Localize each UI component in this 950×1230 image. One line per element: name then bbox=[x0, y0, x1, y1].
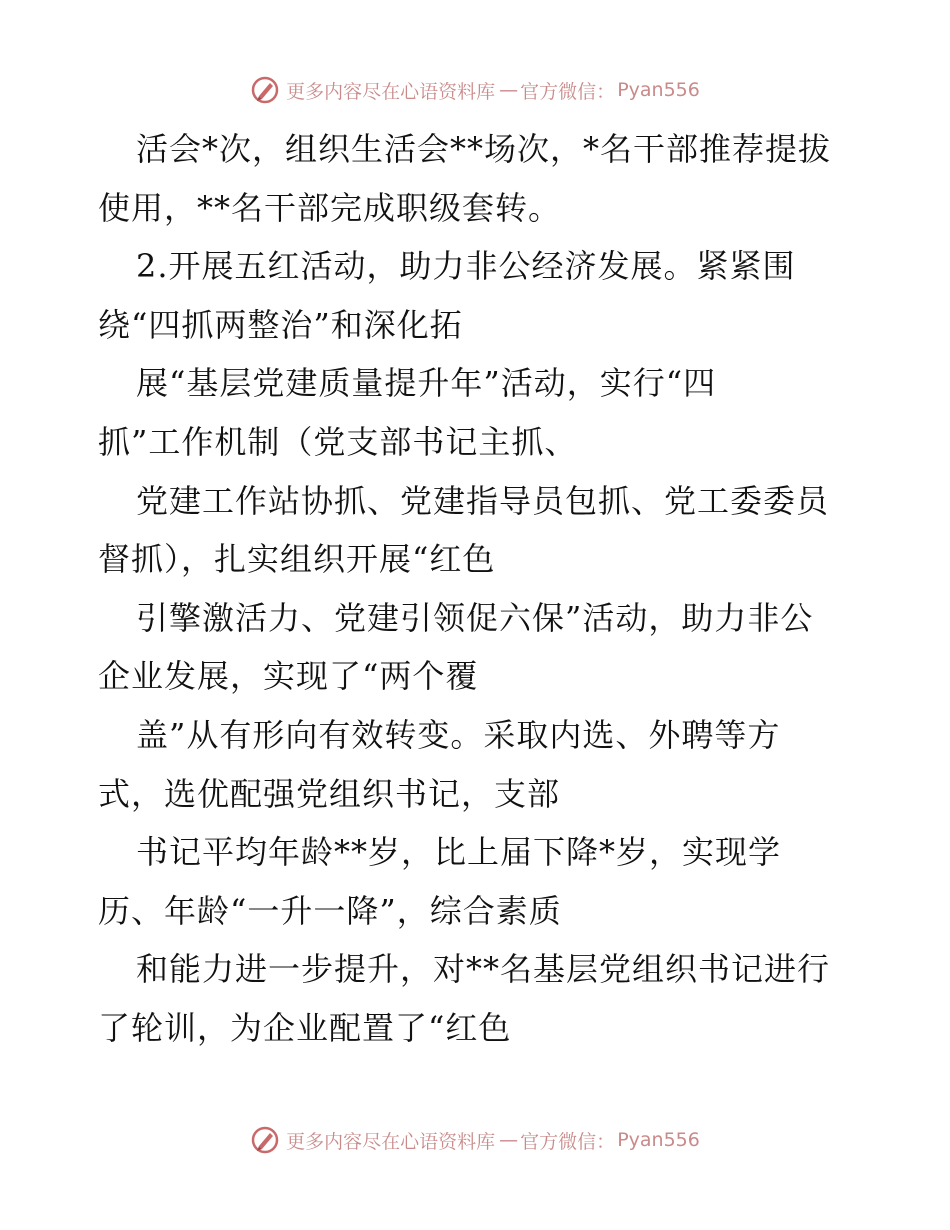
text-line: 和能力进一步提升，对**名基层党组织书记进行 bbox=[136, 950, 831, 989]
text-line: 使用，**名干部完成职级套转。 bbox=[98, 188, 562, 227]
text-line: 了轮训，为企业配置了“红色 bbox=[98, 1008, 512, 1047]
watermark-account: Pyan556 bbox=[617, 79, 700, 101]
document-body bbox=[98, 120, 858, 1058]
text-line: 党建工作站协抓、党建指导员包抓、党工委委员 bbox=[136, 481, 830, 520]
text-line: 绕“四抓两整治”和深化拓 bbox=[98, 305, 463, 344]
text-line: 盖”从有形向有效转变。采取内选、外聘等方 bbox=[136, 715, 781, 754]
watermark-official-label: 官方微信： bbox=[520, 1130, 616, 1153]
text-line: 历、年龄“一升一降”，综合素质 bbox=[98, 891, 562, 930]
text-line: 企业发展，实现了“两个覆 bbox=[98, 657, 479, 696]
text-line: 抓”工作机制（党支部书记主抓、 bbox=[98, 422, 578, 461]
text-line: 活会*次，组织生活会**场次，*名干部推荐提拔 bbox=[136, 130, 832, 168]
pen-logo-icon bbox=[250, 75, 280, 105]
text-line: 式，选优配强党组织书记，支部 bbox=[98, 774, 561, 813]
watermark-account: Pyan556 bbox=[617, 1129, 700, 1151]
header-watermark bbox=[0, 70, 950, 110]
text-line: 展“基层党建质量提升年”活动，实行“四 bbox=[136, 364, 717, 403]
watermark-main-text: 更多内容尽在心语资料库 bbox=[286, 1130, 496, 1153]
watermark-separator: — bbox=[499, 1129, 517, 1151]
text-line: 引擎激活力、党建引领促六保”活动，助力非公 bbox=[136, 598, 814, 637]
text-line: 督抓），扎实组织开展“红色 bbox=[98, 540, 496, 579]
watermark-separator: — bbox=[499, 79, 517, 101]
watermark-main-text: 更多内容尽在心语资料库 bbox=[286, 80, 496, 103]
text-line: 书记平均年龄**岁，比上届下降*岁，实现学 bbox=[136, 833, 782, 872]
watermark-official-label: 官方微信： bbox=[520, 80, 616, 103]
footer-watermark bbox=[0, 1120, 950, 1160]
text-line: 2.开展五红活动，助力非公经济发展。紧紧围 bbox=[136, 247, 796, 286]
pen-logo-icon bbox=[250, 1125, 280, 1155]
